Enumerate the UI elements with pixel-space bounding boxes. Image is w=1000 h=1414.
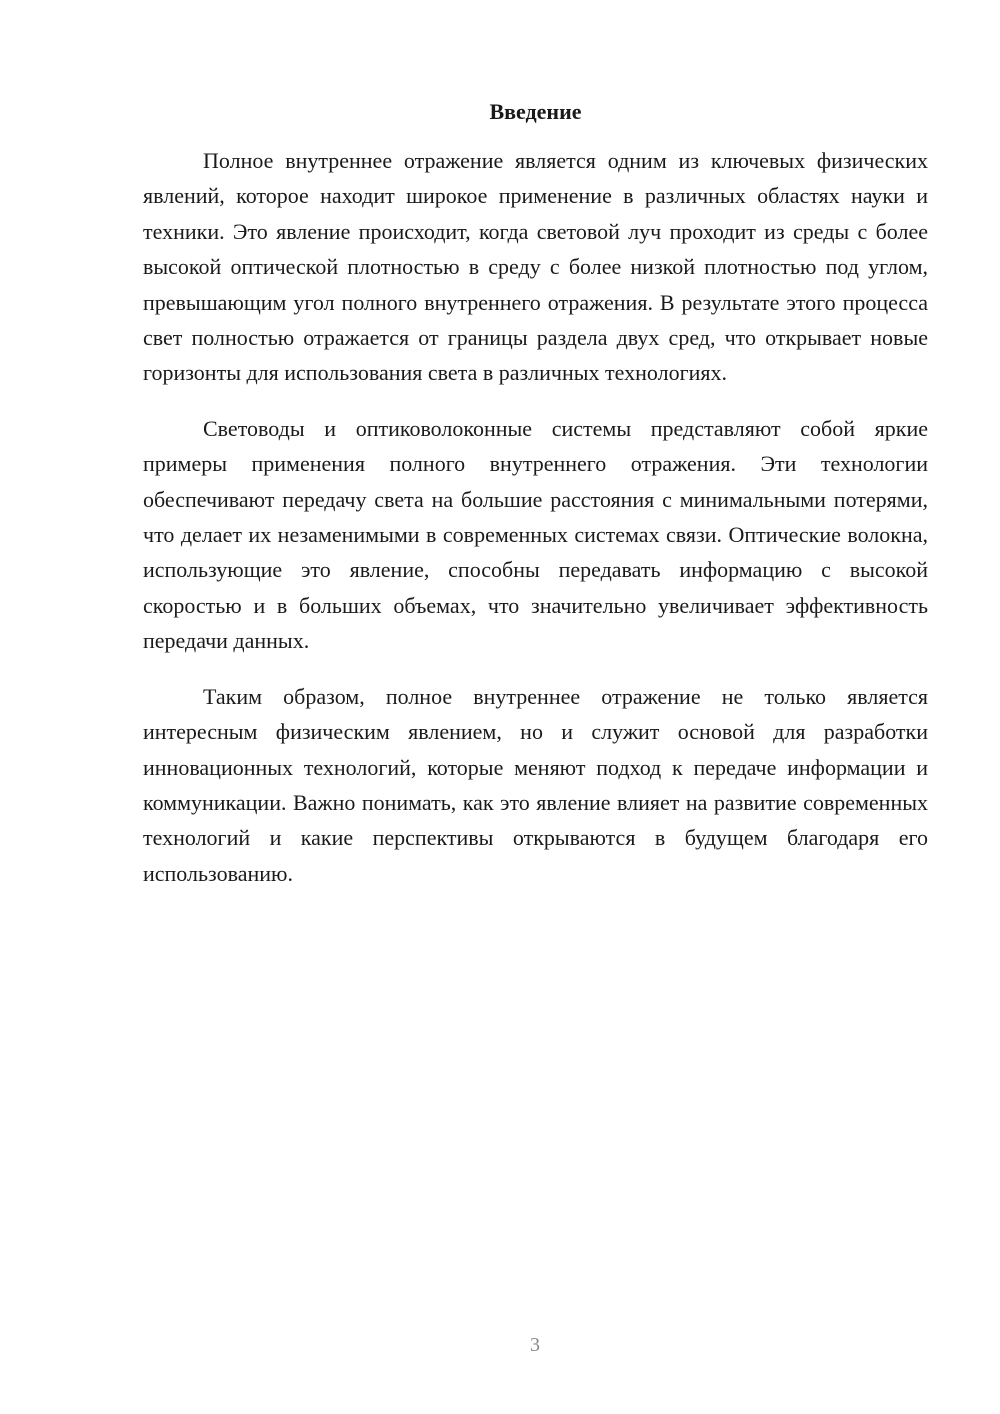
paragraph-1: Полное внутреннее отражение является одним из ключевых физических явлений, которое находит широкое применение в различных областях науки и техники. Это явление происходит, когда световой луч проходит из среды с более высокой оптической плотностью в среду с более низкой плотностью под углом, превышающим угол полного внутреннего отражения. В результате этого процесса свет полностью отражается от границы раздела двух сред, что открывает новые горизонты для использования света в различных технологиях. [143, 148, 928, 386]
paragraph-2: Световоды и оптиковолоконные системы представляют собой яркие примеры применения полного внутреннего отражения. Эти технологии обеспечивают передачу света на большие расстояния с минимальными потерями, что делает их незаменимыми в современных системах связи. Оптические волокна, использующие это явление, способны передавать информацию с высокой скоростью и в больших объемах, что значительно увеличивает эффективность передачи данных. [143, 415, 928, 654]
body-text [143, 143, 928, 911]
section-heading: Введение [489, 99, 582, 124]
page-number: 3 [530, 1334, 540, 1356]
paragraph-3: Таким образом, полное внутреннее отражение не только является интересным физическим явлением, но и служит основой для разработки инновационных технологий, которые меняют подход к передаче информации и коммуникации. Важно понимать, как это явление влияет на развитие современных технологий и какие перспективы открываются в будущем благодаря его использованию. [143, 683, 928, 886]
